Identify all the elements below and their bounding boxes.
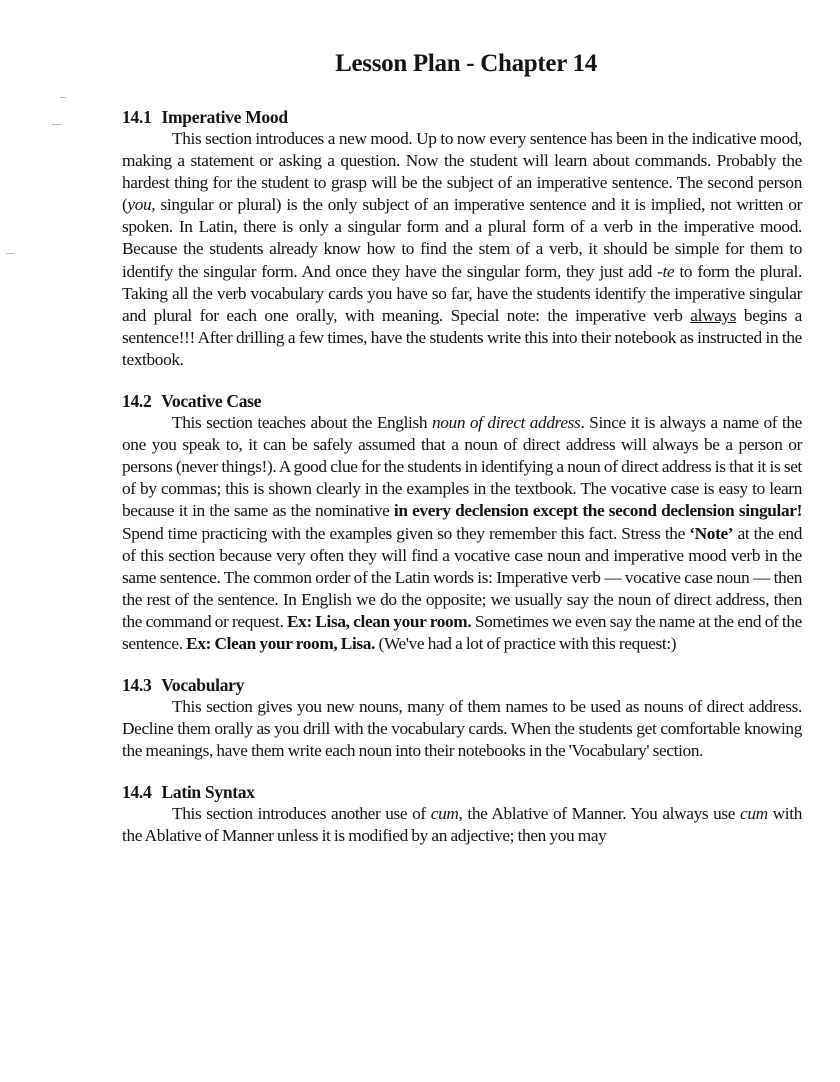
italic-text: you, (127, 195, 156, 215)
underlined-text: always (690, 305, 737, 325)
section-latin-syntax (122, 781, 802, 847)
section-title: Vocabulary (161, 675, 245, 696)
page-title: Lesson Plan - Chapter 14 (335, 50, 597, 77)
section-heading (122, 106, 802, 128)
section-paragraph: This section introduces a new mood. Up to now every sentence has been in the indicative mood, making a statement or asking a question. Now the student will learn about commands. Probably the hardest thing for the student to grasp will be the subject of an imperative sentence. The second person (you, singular or plural) is the only subject of an imperative sentence and it is implied, not written or spoken. In Latin, there is only a singular form and a plural form of a verb in the imperative mood. Because the students already know how to find the stem of a verb, it should be simple for them to identify the singular form. And once they have the singular form, they just add -te to form the plural. Taking all the verb vocabulary cards you have so far, have the students identify the imperative singular and plural for each one orally, with meaning. Special note: the imperative verb always begins a sentence!!! After drilling a few times, have the students write this into their notebook as instructed in the textbook. (122, 129, 802, 369)
section-heading (122, 674, 802, 696)
bold-text: in every declension except the second declension singular! (393, 501, 802, 521)
section-vocabulary (122, 674, 802, 762)
bold-text: ‘Note’ (689, 523, 734, 543)
section-number: 14.2 (122, 391, 152, 412)
section-title: Imperative Mood (161, 107, 288, 127)
scan-artifact (6, 253, 14, 254)
italic-text: cum, (430, 804, 463, 824)
italic-text: -te (657, 261, 675, 281)
document-body (122, 106, 802, 867)
section-paragraph: This section gives you new nouns, many of them names to be used as nouns of direct address. Decline them orally as you drill with the vocabulary cards. When the students get comfortable knowing the meanings, have them write each noun into their notebooks in the 'Vocabulary' section. (122, 697, 802, 761)
scan-artifact (60, 97, 66, 98)
section-heading (122, 390, 802, 412)
section-title: Latin Syntax (161, 782, 255, 803)
scan-artifact (52, 124, 62, 125)
section-title: Vocative Case (161, 391, 262, 412)
italic-text: noun of direct address (431, 413, 581, 433)
section-paragraph: This section introduces another use of cum, the Ablative of Manner. You always use cum with the Ablative of Manner unless it is modified by an adjective; then you may (122, 804, 803, 846)
bold-text: Ex: Lisa, clean your room. (286, 611, 472, 631)
section-paragraph: This section teaches about the English noun of direct address. Since it is always a name of the one you speak to, it can be safely assumed that a noun of direct address will always be a person or persons (never things!). A good clue for the students in identifying a noun of direct address is that it is set of by commas; this is shown clearly in the examples in the textbook. The vocative case is easy to learn because it in the same as the nominative in every declension except the second declension singular! Spend time practicing with the examples given so they remember this fact. Stress the ‘Note’ at the end of this section because very often they will find a vocative case noun and imperative mood verb in the same sentence. The common order of the Latin words is: Imperative verb — vocative case noun — then the rest of the sentence. In English we do the opposite; we usually say the noun of direct address, then the command or request. Ex: Lisa, clean your room. Sometimes we even say the name at the end of the sentence. Ex: Clean your room, Lisa. (We've had a lot of practice with this request:) (122, 413, 802, 653)
section-number: 14.1 (122, 107, 152, 127)
section-vocative-case (122, 390, 802, 655)
bold-text: Ex: Clean your room, Lisa. (186, 633, 376, 653)
section-number: 14.4 (122, 782, 152, 803)
section-number: 14.3 (122, 675, 152, 696)
section-imperative-mood (122, 106, 802, 371)
section-heading (122, 781, 802, 803)
italic-text: cum (740, 804, 768, 824)
